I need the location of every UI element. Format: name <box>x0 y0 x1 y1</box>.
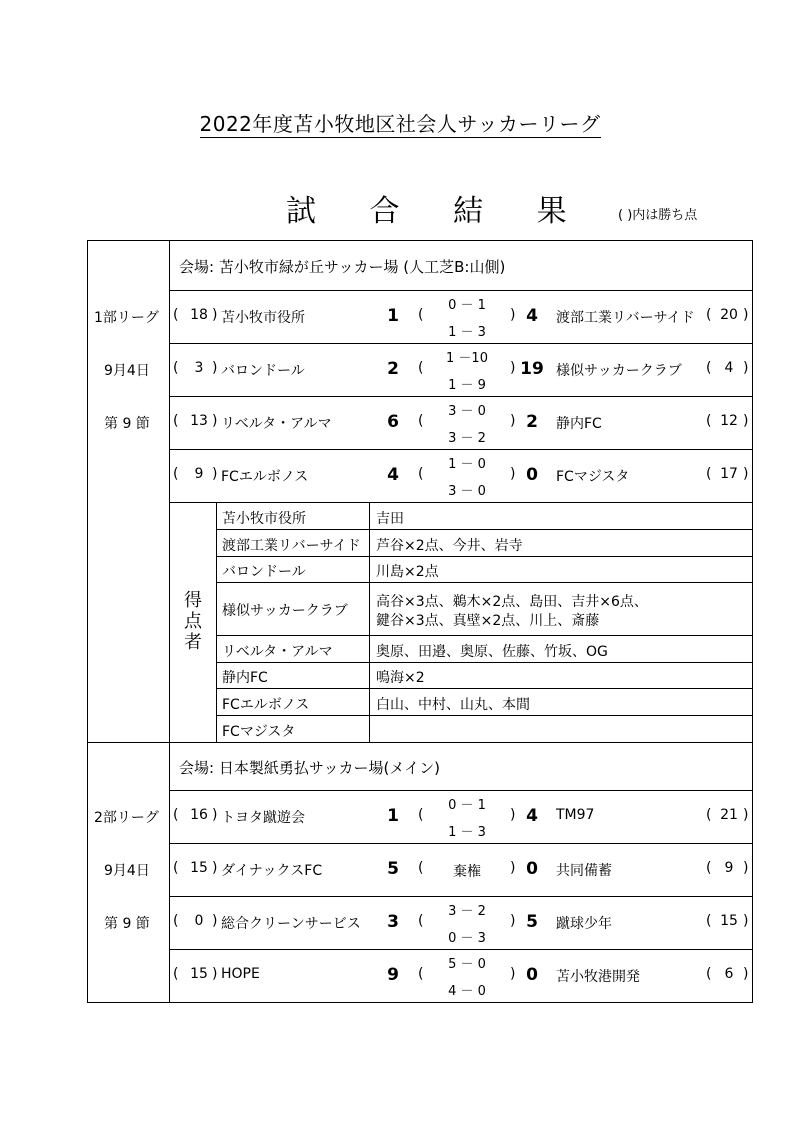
away-points: 20 <box>720 307 738 323</box>
scorer-team: 静内FC <box>222 670 268 686</box>
home-team: バロンドール <box>221 363 305 379</box>
scorer-team: バロンドール <box>222 564 306 580</box>
scorer-players: 川島×2点 <box>376 564 439 580</box>
first-half: 1 －10 <box>446 351 488 366</box>
league1-division: 1部リーグ <box>94 310 159 326</box>
home-score: 2 <box>387 359 399 379</box>
league2-date: 9月4日 <box>104 863 150 879</box>
home-points: 9 <box>194 466 204 482</box>
away-points: 6 <box>724 966 734 982</box>
home-points: 0 <box>194 913 204 929</box>
home-score: 5 <box>387 859 399 879</box>
home-score: 9 <box>387 965 399 985</box>
second-half: 1 － 9 <box>448 378 486 393</box>
second-half: 3 － 2 <box>448 431 486 446</box>
away-score: 4 <box>526 806 538 826</box>
away-score: 4 <box>526 306 538 326</box>
scorer-players: 白山、中村、山丸、本間 <box>376 697 530 713</box>
away-score: 0 <box>526 965 538 985</box>
scorer-players: 鍵谷×3点、真壁×2点、川上、斎藤 <box>376 613 600 629</box>
scorer-players: 高谷×3点、鵜木×2点、島田、吉井×6点、 <box>376 594 648 610</box>
away-team: 静内FC <box>556 416 602 432</box>
home-score: 1 <box>387 806 399 826</box>
away-points: 12 <box>720 413 738 429</box>
away-team: 様似サッカークラブ <box>556 363 682 379</box>
second-half: 0 － 3 <box>448 931 486 946</box>
league1-date: 9月4日 <box>104 363 150 379</box>
home-team: ダイナックスFC <box>221 863 323 879</box>
away-team: FCマジスタ <box>556 469 630 485</box>
home-team: HOPE <box>221 966 260 982</box>
first-half: 5 － 0 <box>448 957 486 972</box>
scorer-team: 苫小牧市役所 <box>222 511 306 527</box>
first-half: 3 － 2 <box>448 904 486 919</box>
home-team: トヨタ蹴遊会 <box>221 810 305 826</box>
first-half: 0 － 1 <box>448 798 486 813</box>
forfeit-label: 棄権 <box>453 864 481 880</box>
scorer-team: リベルタ・アルマ <box>222 644 333 660</box>
first-half: 0 － 1 <box>448 298 486 313</box>
home-score: 3 <box>387 912 399 932</box>
league2-round: 第 9 節 <box>104 916 150 932</box>
results-heading: 試 合 結 果 <box>286 194 589 229</box>
scorer-players: 鳴海×2 <box>376 670 425 686</box>
points-note: ( )内は勝ち点 <box>618 208 698 223</box>
home-score: 1 <box>387 306 399 326</box>
away-points: 4 <box>724 360 734 376</box>
home-team: 総合クリーンサービス <box>221 916 361 932</box>
home-score: 4 <box>387 465 399 485</box>
page-title: 2022年度苫小牧地区社会人サッカーリーグ <box>199 112 601 136</box>
first-half: 1 － 0 <box>448 457 486 472</box>
away-score: 19 <box>520 359 544 379</box>
home-team: リベルタ・アルマ <box>221 416 332 432</box>
second-half: 1 － 3 <box>448 825 486 840</box>
away-points: 17 <box>720 466 738 482</box>
home-points: 13 <box>190 413 208 429</box>
scorer-team: 様似サッカークラブ <box>222 603 348 619</box>
home-team: 苫小牧市役所 <box>221 310 305 326</box>
home-points: 16 <box>190 807 208 823</box>
home-team: FCエルボノス <box>221 469 309 485</box>
league1-round: 第 9 節 <box>104 416 150 432</box>
scorers-label: 得点者 <box>184 590 202 653</box>
away-team: TM97 <box>556 807 595 823</box>
first-half: 3 － 0 <box>448 404 486 419</box>
league1-venue: 会場: 苫小牧市緑が丘サッカー場 (人工芝B:山側) <box>179 258 506 276</box>
scorer-players: 芦谷×2点、今井、岩寺 <box>376 538 523 554</box>
away-team: 渡部工業リバーサイド <box>556 310 695 326</box>
away-score: 2 <box>526 412 538 432</box>
away-score: 0 <box>526 465 538 485</box>
home-points: 15 <box>190 860 208 876</box>
away-score: 0 <box>526 859 538 879</box>
second-half: 1 － 3 <box>448 325 486 340</box>
home-points: 15 <box>190 966 208 982</box>
scorer-players: 吉田 <box>376 511 404 527</box>
scorer-players: 奥原、田邉、奥原、佐藤、竹坂、OG <box>376 644 608 660</box>
league2-venue: 会場: 日本製紙勇払サッカー場(メイン) <box>179 759 440 777</box>
away-team: 蹴球少年 <box>556 916 612 932</box>
scorer-team: FCマジスタ <box>222 724 296 740</box>
league2-division: 2部リーグ <box>94 810 159 826</box>
second-half: 3 － 0 <box>448 484 486 499</box>
second-half: 4 － 0 <box>448 984 486 999</box>
away-score: 5 <box>526 912 538 932</box>
away-team: 苫小牧港開発 <box>556 969 640 985</box>
home-points: 3 <box>194 360 204 376</box>
home-points: 18 <box>190 307 208 323</box>
away-team: 共同備蓄 <box>556 863 612 879</box>
home-score: 6 <box>387 412 399 432</box>
scorer-team: 渡部工業リバーサイド <box>222 538 361 554</box>
away-points: 9 <box>724 860 734 876</box>
away-points: 21 <box>720 807 738 823</box>
away-points: 15 <box>720 913 738 929</box>
scorer-team: FCエルボノス <box>222 697 310 713</box>
